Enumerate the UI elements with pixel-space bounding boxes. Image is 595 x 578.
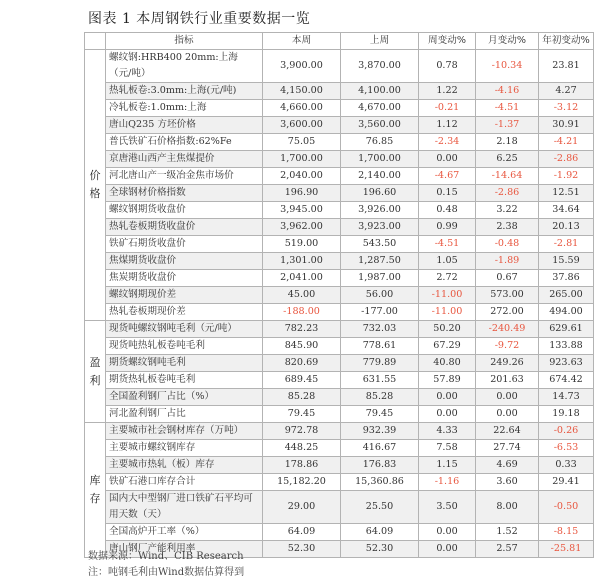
table-row bbox=[85, 100, 594, 117]
table-row bbox=[85, 253, 594, 270]
ytd-change-cell: 133.88 bbox=[539, 338, 594, 355]
this-week-cell: 79.45 bbox=[263, 406, 341, 423]
header-corner bbox=[85, 33, 106, 50]
table-row bbox=[85, 524, 594, 541]
indicator-cell: 热轧卷板期货收盘价 bbox=[106, 219, 263, 236]
last-week-cell: 1,700.00 bbox=[341, 151, 419, 168]
indicator-cell: 唐山Q235 方坯价格 bbox=[106, 117, 263, 134]
header-monthly-change: 月变动% bbox=[476, 33, 539, 50]
weekly-change-cell: 2.72 bbox=[419, 270, 476, 287]
monthly-change-cell: -2.86 bbox=[476, 185, 539, 202]
weekly-change-cell: -11.00 bbox=[419, 287, 476, 304]
weekly-change-cell: -4.67 bbox=[419, 168, 476, 185]
indicator-cell: 焦炭期货收盘价 bbox=[106, 270, 263, 287]
indicator-cell: 热轧板卷:3.0mm:上海(元/吨) bbox=[106, 83, 263, 100]
last-week-cell: 64.09 bbox=[341, 524, 419, 541]
weekly-change-cell: -0.21 bbox=[419, 100, 476, 117]
this-week-cell: 972.78 bbox=[263, 423, 341, 440]
indicator-cell: 河北盈利钢厂占比 bbox=[106, 406, 263, 423]
ytd-change-cell: 923.63 bbox=[539, 355, 594, 372]
table-row bbox=[85, 287, 594, 304]
last-week-cell: 4,100.00 bbox=[341, 83, 419, 100]
figure-title: 图表 1 本周钢铁行业重要数据一览 bbox=[88, 11, 311, 27]
last-week-cell: 416.67 bbox=[341, 440, 419, 457]
monthly-change-cell: -1.89 bbox=[476, 253, 539, 270]
ytd-change-cell: -6.53 bbox=[539, 440, 594, 457]
this-week-cell: 3,600.00 bbox=[263, 117, 341, 134]
weekly-change-cell: 0.00 bbox=[419, 524, 476, 541]
weekly-change-cell: 4.33 bbox=[419, 423, 476, 440]
last-week-cell: 3,560.00 bbox=[341, 117, 419, 134]
ytd-change-cell: -25.81 bbox=[539, 541, 594, 558]
monthly-change-cell: 1.52 bbox=[476, 524, 539, 541]
indicator-cell: 现货吨热轧板卷吨毛利 bbox=[106, 338, 263, 355]
header-ytd-change: 年初变动% bbox=[539, 33, 594, 50]
table-row bbox=[85, 236, 594, 253]
last-week-cell: 631.55 bbox=[341, 372, 419, 389]
this-week-cell: 4,150.00 bbox=[263, 83, 341, 100]
indicator-cell: 全球钢材价格指数 bbox=[106, 185, 263, 202]
weekly-change-cell: 0.99 bbox=[419, 219, 476, 236]
weekly-change-cell: 0.48 bbox=[419, 202, 476, 219]
last-week-cell: 79.45 bbox=[341, 406, 419, 423]
monthly-change-cell: -10.34 bbox=[476, 50, 539, 83]
category-inventory: 库 存 bbox=[85, 423, 106, 558]
monthly-change-cell: -14.64 bbox=[476, 168, 539, 185]
indicator-cell: 铁矿石港口库存合计 bbox=[106, 474, 263, 491]
ytd-change-cell: -0.50 bbox=[539, 491, 594, 524]
monthly-change-cell: 4.69 bbox=[476, 457, 539, 474]
this-week-cell: 448.25 bbox=[263, 440, 341, 457]
ytd-change-cell: -4.21 bbox=[539, 134, 594, 151]
ytd-change-cell: 19.18 bbox=[539, 406, 594, 423]
indicator-cell: 唐山钢厂产能利用率 bbox=[106, 541, 263, 558]
this-week-cell: 2,041.00 bbox=[263, 270, 341, 287]
monthly-change-cell: 8.00 bbox=[476, 491, 539, 524]
last-week-cell: 1,987.00 bbox=[341, 270, 419, 287]
this-week-cell: 782.23 bbox=[263, 321, 341, 338]
last-week-cell: 3,923.00 bbox=[341, 219, 419, 236]
weekly-change-cell: 0.78 bbox=[419, 50, 476, 83]
indicator-cell: 河北唐山产一级冶金焦市场价 bbox=[106, 168, 263, 185]
this-week-cell: 52.30 bbox=[263, 541, 341, 558]
weekly-change-cell: 1.22 bbox=[419, 83, 476, 100]
last-week-cell: 3,926.00 bbox=[341, 202, 419, 219]
indicator-cell: 期货螺纹钢吨毛利 bbox=[106, 355, 263, 372]
header-indicator: 指标 bbox=[106, 33, 263, 50]
this-week-cell: 3,900.00 bbox=[263, 50, 341, 83]
ytd-change-cell: -3.12 bbox=[539, 100, 594, 117]
monthly-change-cell: 573.00 bbox=[476, 287, 539, 304]
last-week-cell: 196.60 bbox=[341, 185, 419, 202]
table-row bbox=[85, 185, 594, 202]
indicator-cell: 主要城市热轧（板）库存 bbox=[106, 457, 263, 474]
table-row bbox=[85, 474, 594, 491]
this-week-cell: 196.90 bbox=[263, 185, 341, 202]
table-row bbox=[85, 219, 594, 236]
indicator-cell: 普氏铁矿石价格指数:62%Fe bbox=[106, 134, 263, 151]
indicator-cell: 螺纹钢:HRB400 20mm:上海（元/吨） bbox=[106, 50, 263, 83]
last-week-cell: 56.00 bbox=[341, 287, 419, 304]
ytd-change-cell: 34.64 bbox=[539, 202, 594, 219]
monthly-change-cell: 22.64 bbox=[476, 423, 539, 440]
indicator-cell: 螺纹钢期现价差 bbox=[106, 287, 263, 304]
table-row bbox=[85, 389, 594, 406]
last-week-cell: 85.28 bbox=[341, 389, 419, 406]
monthly-change-cell: 2.18 bbox=[476, 134, 539, 151]
last-week-cell: 76.85 bbox=[341, 134, 419, 151]
monthly-change-cell: 27.74 bbox=[476, 440, 539, 457]
indicator-cell: 全国高炉开工率（%） bbox=[106, 524, 263, 541]
this-week-cell: 689.45 bbox=[263, 372, 341, 389]
monthly-change-cell: -1.37 bbox=[476, 117, 539, 134]
last-week-cell: 25.50 bbox=[341, 491, 419, 524]
monthly-change-cell: 2.38 bbox=[476, 219, 539, 236]
table-row bbox=[85, 372, 594, 389]
last-week-cell: 932.39 bbox=[341, 423, 419, 440]
table-row bbox=[85, 355, 594, 372]
weekly-change-cell: 40.80 bbox=[419, 355, 476, 372]
data-source: 数据来源：Wind、CIB Research bbox=[88, 551, 244, 562]
weekly-change-cell: 57.89 bbox=[419, 372, 476, 389]
weekly-change-cell: 0.00 bbox=[419, 151, 476, 168]
this-week-cell: 519.00 bbox=[263, 236, 341, 253]
indicator-cell: 京唐港山西产主焦煤提价 bbox=[106, 151, 263, 168]
weekly-change-cell: 0.00 bbox=[419, 541, 476, 558]
indicator-cell: 期货热轧板卷吨毛利 bbox=[106, 372, 263, 389]
this-week-cell: -188.00 bbox=[263, 304, 341, 321]
monthly-change-cell: 6.25 bbox=[476, 151, 539, 168]
this-week-cell: 45.00 bbox=[263, 287, 341, 304]
monthly-change-cell: 0.67 bbox=[476, 270, 539, 287]
table-row bbox=[85, 423, 594, 440]
monthly-change-cell: 3.22 bbox=[476, 202, 539, 219]
table-note: 注：吨钢毛利由Wind数据估算得到 bbox=[88, 567, 245, 578]
ytd-change-cell: 494.00 bbox=[539, 304, 594, 321]
this-week-cell: 845.90 bbox=[263, 338, 341, 355]
weekly-change-cell: -1.16 bbox=[419, 474, 476, 491]
indicator-cell: 热轧卷板期现价差 bbox=[106, 304, 263, 321]
this-week-cell: 15,182.20 bbox=[263, 474, 341, 491]
weekly-change-cell: 0.00 bbox=[419, 406, 476, 423]
table-row bbox=[85, 151, 594, 168]
this-week-cell: 820.69 bbox=[263, 355, 341, 372]
table-row bbox=[85, 168, 594, 185]
table-row bbox=[85, 50, 594, 83]
weekly-change-cell: 1.12 bbox=[419, 117, 476, 134]
monthly-change-cell: -4.16 bbox=[476, 83, 539, 100]
this-week-cell: 2,040.00 bbox=[263, 168, 341, 185]
weekly-change-cell: 50.20 bbox=[419, 321, 476, 338]
last-week-cell: 543.50 bbox=[341, 236, 419, 253]
last-week-cell: 2,140.00 bbox=[341, 168, 419, 185]
weekly-change-cell: 1.15 bbox=[419, 457, 476, 474]
table-row bbox=[85, 117, 594, 134]
ytd-change-cell: 23.81 bbox=[539, 50, 594, 83]
weekly-change-cell: -2.34 bbox=[419, 134, 476, 151]
table-row bbox=[85, 321, 594, 338]
indicator-cell: 主要城市螺纹钢库存 bbox=[106, 440, 263, 457]
table-body bbox=[85, 50, 594, 558]
this-week-cell: 85.28 bbox=[263, 389, 341, 406]
last-week-cell: 176.83 bbox=[341, 457, 419, 474]
table-row bbox=[85, 202, 594, 219]
indicator-cell: 全国盈利钢厂占比（%） bbox=[106, 389, 263, 406]
weekly-change-cell: 3.50 bbox=[419, 491, 476, 524]
table-header-row bbox=[85, 33, 594, 50]
monthly-change-cell: 201.63 bbox=[476, 372, 539, 389]
this-week-cell: 4,660.00 bbox=[263, 100, 341, 117]
ytd-change-cell: 37.86 bbox=[539, 270, 594, 287]
ytd-change-cell: -1.92 bbox=[539, 168, 594, 185]
table-row bbox=[85, 270, 594, 287]
weekly-change-cell: -11.00 bbox=[419, 304, 476, 321]
indicator-cell: 焦煤期货收盘价 bbox=[106, 253, 263, 270]
this-week-cell: 29.00 bbox=[263, 491, 341, 524]
last-week-cell: 779.89 bbox=[341, 355, 419, 372]
ytd-change-cell: 674.42 bbox=[539, 372, 594, 389]
ytd-change-cell: 629.61 bbox=[539, 321, 594, 338]
monthly-change-cell: -9.72 bbox=[476, 338, 539, 355]
indicator-cell: 铁矿石期货收盘价 bbox=[106, 236, 263, 253]
ytd-change-cell: 20.13 bbox=[539, 219, 594, 236]
table-row bbox=[85, 83, 594, 100]
monthly-change-cell: 0.00 bbox=[476, 389, 539, 406]
ytd-change-cell: 15.59 bbox=[539, 253, 594, 270]
table-row bbox=[85, 406, 594, 423]
last-week-cell: 4,670.00 bbox=[341, 100, 419, 117]
last-week-cell: 778.61 bbox=[341, 338, 419, 355]
indicator-cell: 冷轧板卷:1.0mm:上海 bbox=[106, 100, 263, 117]
this-week-cell: 1,301.00 bbox=[263, 253, 341, 270]
monthly-change-cell: -4.51 bbox=[476, 100, 539, 117]
this-week-cell: 3,945.00 bbox=[263, 202, 341, 219]
monthly-change-cell: 3.60 bbox=[476, 474, 539, 491]
category-profit: 盈 利 bbox=[85, 321, 106, 423]
last-week-cell: 15,360.86 bbox=[341, 474, 419, 491]
ytd-change-cell: 30.91 bbox=[539, 117, 594, 134]
last-week-cell: 732.03 bbox=[341, 321, 419, 338]
this-week-cell: 64.09 bbox=[263, 524, 341, 541]
weekly-change-cell: 7.58 bbox=[419, 440, 476, 457]
table-row bbox=[85, 491, 594, 524]
steel-data-table bbox=[84, 32, 594, 558]
monthly-change-cell: 0.00 bbox=[476, 406, 539, 423]
ytd-change-cell: 4.27 bbox=[539, 83, 594, 100]
ytd-change-cell: -2.81 bbox=[539, 236, 594, 253]
monthly-change-cell: -240.49 bbox=[476, 321, 539, 338]
ytd-change-cell: 29.41 bbox=[539, 474, 594, 491]
indicator-cell: 国内大中型钢厂进口铁矿石平均可用天数（天） bbox=[106, 491, 263, 524]
ytd-change-cell: -2.86 bbox=[539, 151, 594, 168]
indicator-cell: 主要城市社会钢材库存（万吨） bbox=[106, 423, 263, 440]
ytd-change-cell: 265.00 bbox=[539, 287, 594, 304]
monthly-change-cell: 249.26 bbox=[476, 355, 539, 372]
ytd-change-cell: -8.15 bbox=[539, 524, 594, 541]
ytd-change-cell: 0.33 bbox=[539, 457, 594, 474]
last-week-cell: -177.00 bbox=[341, 304, 419, 321]
ytd-change-cell: 12.51 bbox=[539, 185, 594, 202]
monthly-change-cell: -0.48 bbox=[476, 236, 539, 253]
table-row bbox=[85, 338, 594, 355]
weekly-change-cell: 67.29 bbox=[419, 338, 476, 355]
this-week-cell: 3,962.00 bbox=[263, 219, 341, 236]
this-week-cell: 75.05 bbox=[263, 134, 341, 151]
ytd-change-cell: -0.26 bbox=[539, 423, 594, 440]
indicator-cell: 现货吨螺纹钢吨毛利（元/吨） bbox=[106, 321, 263, 338]
last-week-cell: 1,287.50 bbox=[341, 253, 419, 270]
header-this-week: 本周 bbox=[263, 33, 341, 50]
weekly-change-cell: 0.15 bbox=[419, 185, 476, 202]
last-week-cell: 3,870.00 bbox=[341, 50, 419, 83]
monthly-change-cell: 2.57 bbox=[476, 541, 539, 558]
indicator-cell: 螺纹钢期货收盘价 bbox=[106, 202, 263, 219]
this-week-cell: 1,700.00 bbox=[263, 151, 341, 168]
monthly-change-cell: 272.00 bbox=[476, 304, 539, 321]
header-weekly-change: 周变动% bbox=[419, 33, 476, 50]
weekly-change-cell: 1.05 bbox=[419, 253, 476, 270]
weekly-change-cell: -4.51 bbox=[419, 236, 476, 253]
weekly-change-cell: 0.00 bbox=[419, 389, 476, 406]
last-week-cell: 52.30 bbox=[341, 541, 419, 558]
ytd-change-cell: 14.73 bbox=[539, 389, 594, 406]
this-week-cell: 178.86 bbox=[263, 457, 341, 474]
category-price: 价 格 bbox=[85, 50, 106, 321]
table-row bbox=[85, 304, 594, 321]
table-row bbox=[85, 457, 594, 474]
table-row bbox=[85, 134, 594, 151]
header-last-week: 上周 bbox=[341, 33, 419, 50]
table-row bbox=[85, 440, 594, 457]
